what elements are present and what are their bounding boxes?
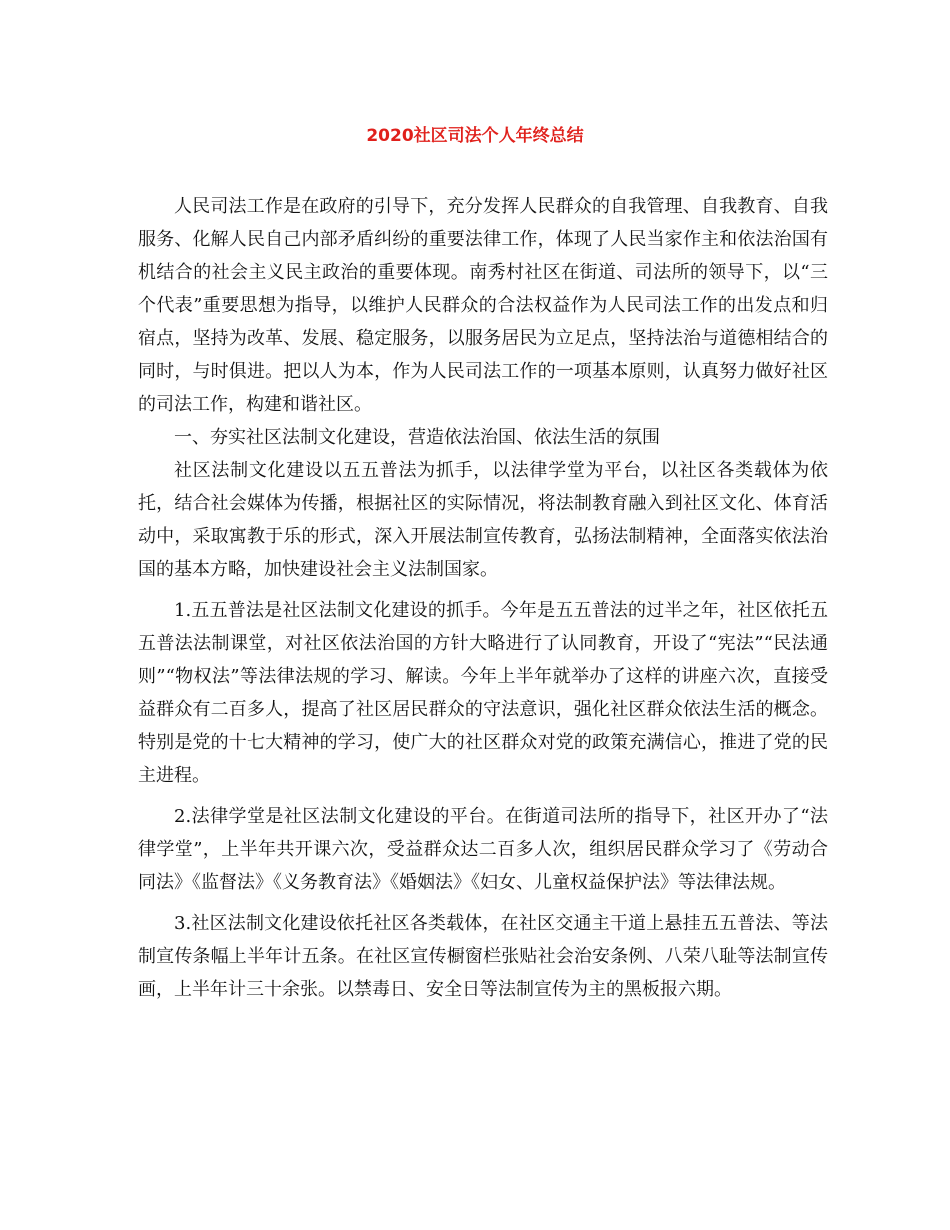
paragraph-intro: 人民司法工作是在政府的引导下，充分发挥人民群众的自我管理、自我教育、自我服务、化解人民自己内部矛盾纠纷的重要法律工作，体现了人民当家作主和依法治国有机结合的社会主义民主政治的重要体现。南秀村社区在街道、司法所的领导下，以“三个代表”重要思想为指导，以维护人民群众的合法权益作为人民司法工作的出发点和归宿点，坚持为改革、发展、稳定服务，以服务居民为立足点，坚持法治与道德相结合的同时，与时俱进。把以人为本，作为人民司法工作的一项基本原则，认真努力做好社区的司法工作，构建和谐社区。	[138, 196, 828, 415]
section-heading-1: 一、夯实社区法制文化建设，营造依法治国、依法生活的氛围	[174, 427, 660, 448]
paragraph-item-3: 3.社区法制文化建设依托社区各类载体，在社区交通主干道上悬挂五五普法、等法制宣传条幅上半年计五条。在社区宣传橱窗栏张贴社会治安条例、八荣八耻等法制宣传画，上半年计三十余张。以禁毒日、安全日等法制宣传为主的黑板报六期。	[138, 913, 828, 1000]
document-title: 2020社区司法个人年终总结	[366, 126, 584, 146]
document-body	[138, 190, 828, 1006]
paragraph-item-2: 2.法律学堂是社区法制文化建设的平台。在街道司法所的指导下，社区开办了“法律学堂”，上半年共开课六次，受益群众达二百多人次，组织居民群众学习了《劳动合同法》《监督法》《义务教育法》《婚姻法》《妇女、儿童权益保护法》等法律法规。	[138, 806, 828, 893]
paragraph-item-1: 1.五五普法是社区法制文化建设的抓手。今年是五五普法的过半之年，社区依托五五普法法制课堂，对社区依法治国的方针大略进行了认同教育，开设了“宪法”“民法通则”“物权法”等法律法规的学习、解读。今年上半年就举办了这样的讲座六次，直接受益群众有二百多人，提高了社区居民群众的守法意识，强化社区群众依法生活的概念。特别是党的十七大精神的学习，使广大的社区群众对党的政策充满信心，推进了党的民主进程。	[138, 600, 828, 786]
paragraph-section-1: 社区法制文化建设以五五普法为抓手，以法律学堂为平台，以社区各类载体为依托，结合社会媒体为传播，根据社区的实际情况，将法制教育融入到社区文化、体育活动中，采取寓教于乐的形式，深入开展法制宣传教育，弘扬法制精神，全面落实依法治国的基本方略，加快建设社会主义法制国家。	[138, 460, 828, 580]
